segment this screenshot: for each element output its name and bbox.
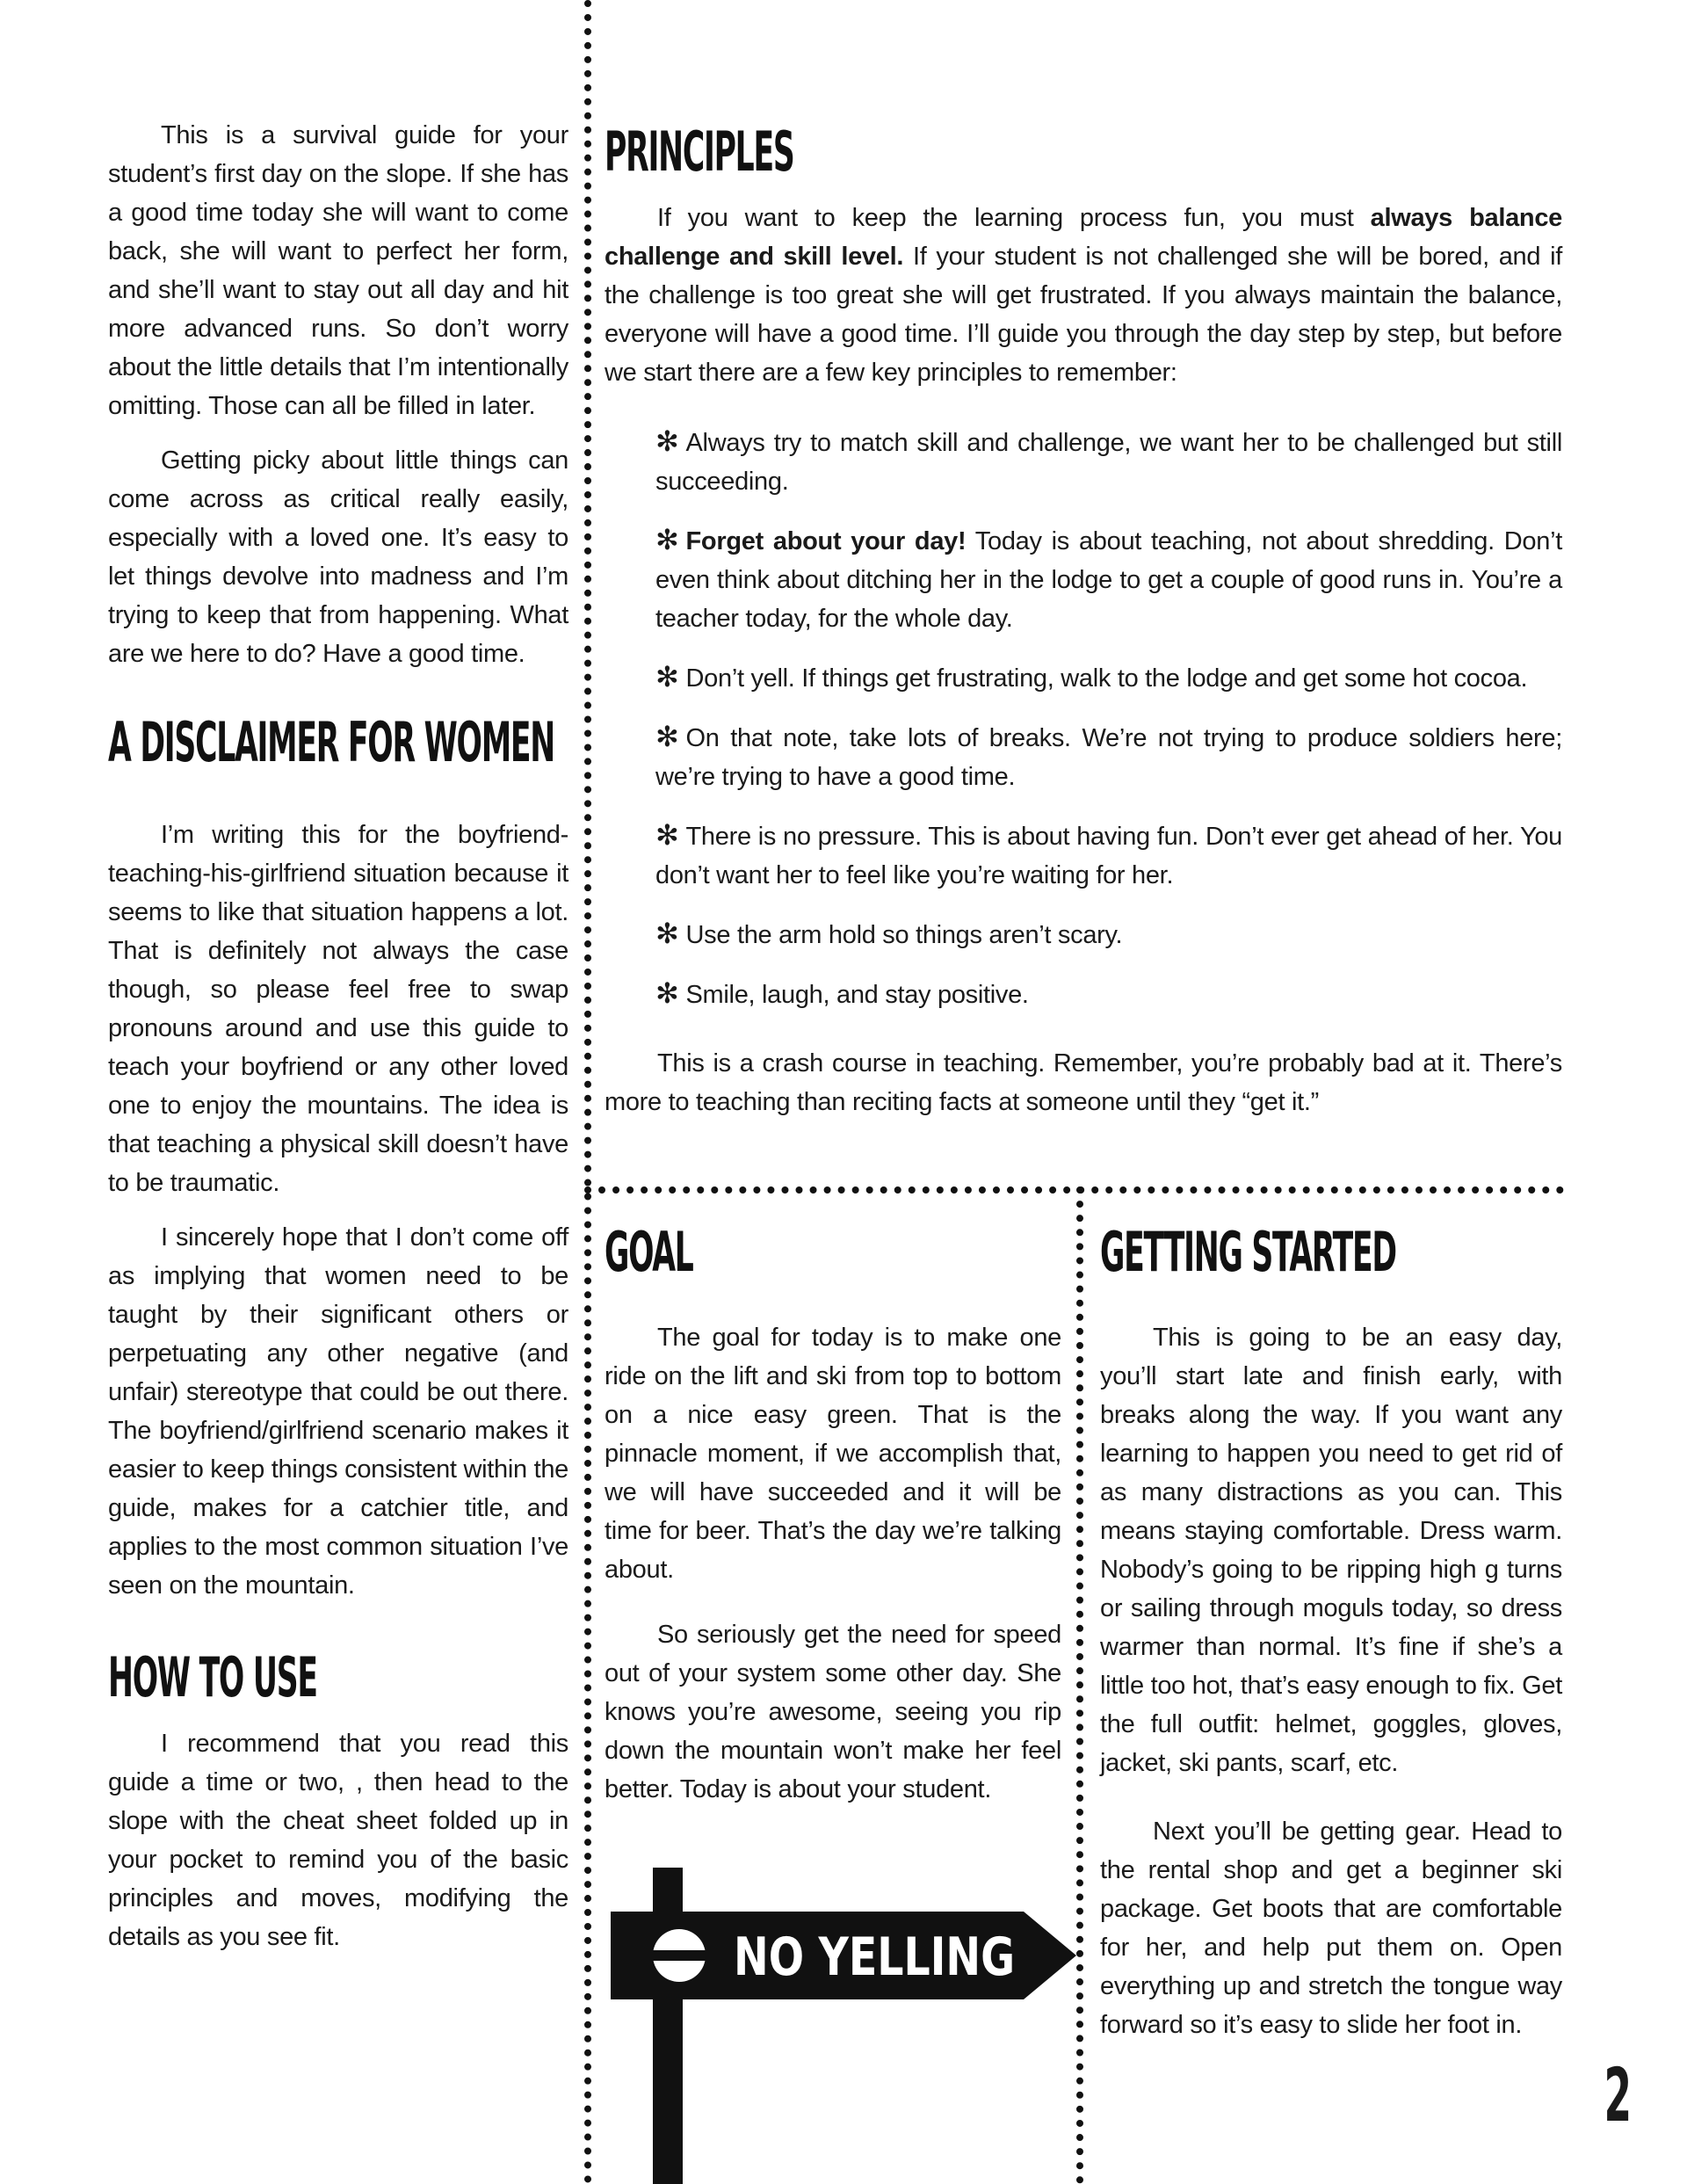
principles-intro: If you want to keep the learning process fun, you must always balance challenge and skill level. If your student is not challenged she will be bored, and if the challenge is too great she will get frustrated. If you always maintain the balance, everyone will have a good time. I’ll guide you through the day step by step, but before we start there are a few key principles to remember: [605, 204, 1562, 387]
list-item: ✻ There is no pressure. This is about having fun. Don’t ever get ahead of her. You don’t want her to feel like you’re waiting for her. [655, 819, 1562, 889]
asterisk-icon: ✻ [655, 524, 679, 555]
goal-heading: GOAL [605, 1220, 693, 1284]
disclaimer-paragraph-1: I’m writing this for the boyfriend-teaching-his-girlfriend situation because it seems to like that situation happens a lot. That is definitely not always the case though, so please feel free to swap pronouns around and use this guide to teach your boyfriend or any other loved one to enjoy the mountains. The idea is that teaching a physical skill doesn’t have to be traumatic. [108, 821, 568, 1197]
asterisk-icon: ✻ [655, 425, 679, 457]
disclaimer-paragraph-2: I sincerely hope that I don’t come off as implying that women need to be taught by their significant others or perpetuating any other negative (and unfair) stereotype that could be out there. The boyfriend/girlfriend scenario makes it easier to keep things consistent within the guide, makes for a catchier title, and applies to the most common situation I’ve seen on the mountain. [108, 1223, 568, 1600]
page-number: 2 [1604, 2052, 1633, 2138]
goal-paragraph-2: So seriously get the need for speed out of your system some other day. She knows you’re awesome, seeing you rip down the mountain won’t make her feel better. Today is about your student. [605, 1621, 1061, 1803]
principles-section [605, 121, 1562, 1137]
sign-text: NO YELLING [734, 1926, 1015, 1988]
asterisk-icon: ✻ [655, 819, 679, 851]
left-column-divider [584, 0, 591, 2184]
principles-closing: This is a crash course in teaching. Remember, you’re probably bad at it. There’s more to teaching than reciting facts at someone until they “get it.” [605, 1049, 1562, 1116]
asterisk-icon: ✻ [655, 661, 679, 693]
left-column [108, 116, 568, 1972]
intro-paragraph-1: This is a survival guide for your student’s first day on the slope. If she has a good time today she will want to come back, she will want to perfect her form, and she’ll want to stay out all day and hit more advanced runs. So don’t worry about the little details that I’m intentionally omitting. Those can all be filled in later. [108, 121, 568, 420]
list-item: ✻ Don’t yell. If things get frustrating, walk to the lodge and get some hot cocoa. [655, 661, 1528, 693]
getting-started-paragraph-2: Next you’ll be getting gear. Head to the rental shop and get a beginner ski package. Get boots that are comfortable for her, and help put them on. Open everything up and stretch the tongue way forward so it’s easy to slide her foot in. [1100, 1818, 1562, 2039]
list-item: ✻ On that note, take lots of breaks. We’re not trying to produce soldiers here; we’re trying to have a good time. [655, 721, 1562, 791]
getting-started-paragraph-1: This is going to be an easy day, you’ll start late and finish early, with breaks along the way. If you want any learning to happen you need to get rid of as many distractions as you can. This means staying comfortable. Dress warm. Nobody’s going to be ripping high g turns or sailing through moguls today, so dress warmer than normal. It’s fine if she’s a little too hot, that’s easy enough to fix. Get the full outfit: helmet, goggles, gloves, jacket, ski pants, scarf, etc. [1100, 1324, 1562, 1777]
no-yelling-sign [611, 1868, 1085, 2184]
disclaimer-heading: A DISCLAIMER FOR WOMEN [108, 710, 554, 774]
getting-started-section [1100, 1222, 1562, 2060]
principles-heading: PRINCIPLES [605, 120, 794, 184]
list-item: ✻ Always try to match skill and challenge, we want her to be challenged but still succeeding. [655, 425, 1562, 496]
asterisk-icon: ✻ [655, 918, 679, 949]
how-to-use-paragraph: I recommend that you read this guide a time or two, , then head to the slope with the cheat sheet folded up in your pocket to remind you of the basic principles and moves, modifying the details as you see fit. [108, 1730, 568, 1951]
goal-paragraph-1: The goal for today is to make one ride on the lift and ski from top to bottom on a nice easy green. That is the pinnacle moment, if we accomplish that, we will have succeeded and it will be time for beer. That’s the day we’re talking about. [605, 1324, 1061, 1584]
getting-started-heading: GETTING STARTED [1100, 1220, 1396, 1284]
principles-list [655, 422, 1562, 1014]
asterisk-icon: ✻ [655, 721, 679, 752]
intro-paragraph-2: Getting picky about little things can come across as critical really easily, especially with a loved one. It’s easy to let things devolve into madness and I’m trying to keep that from happening. What are we here to do? Have a good time. [108, 446, 568, 668]
how-to-use-heading: HOW TO USE [108, 1645, 317, 1709]
list-item: ✻ Forget about your day! Today is about teaching, not about shredding. Don’t even think about ditching her in the lodge to get a couple of good runs in. You’re a teacher today, for the whole day. [655, 524, 1562, 633]
principles-bottom-divider [584, 1186, 1564, 1194]
goal-section [605, 1222, 1061, 1825]
list-item: ✻ Smile, laugh, and stay positive. [655, 977, 1029, 1009]
list-item: ✻ Use the arm hold so things aren’t scary. [655, 918, 1123, 949]
asterisk-icon: ✻ [655, 977, 679, 1009]
